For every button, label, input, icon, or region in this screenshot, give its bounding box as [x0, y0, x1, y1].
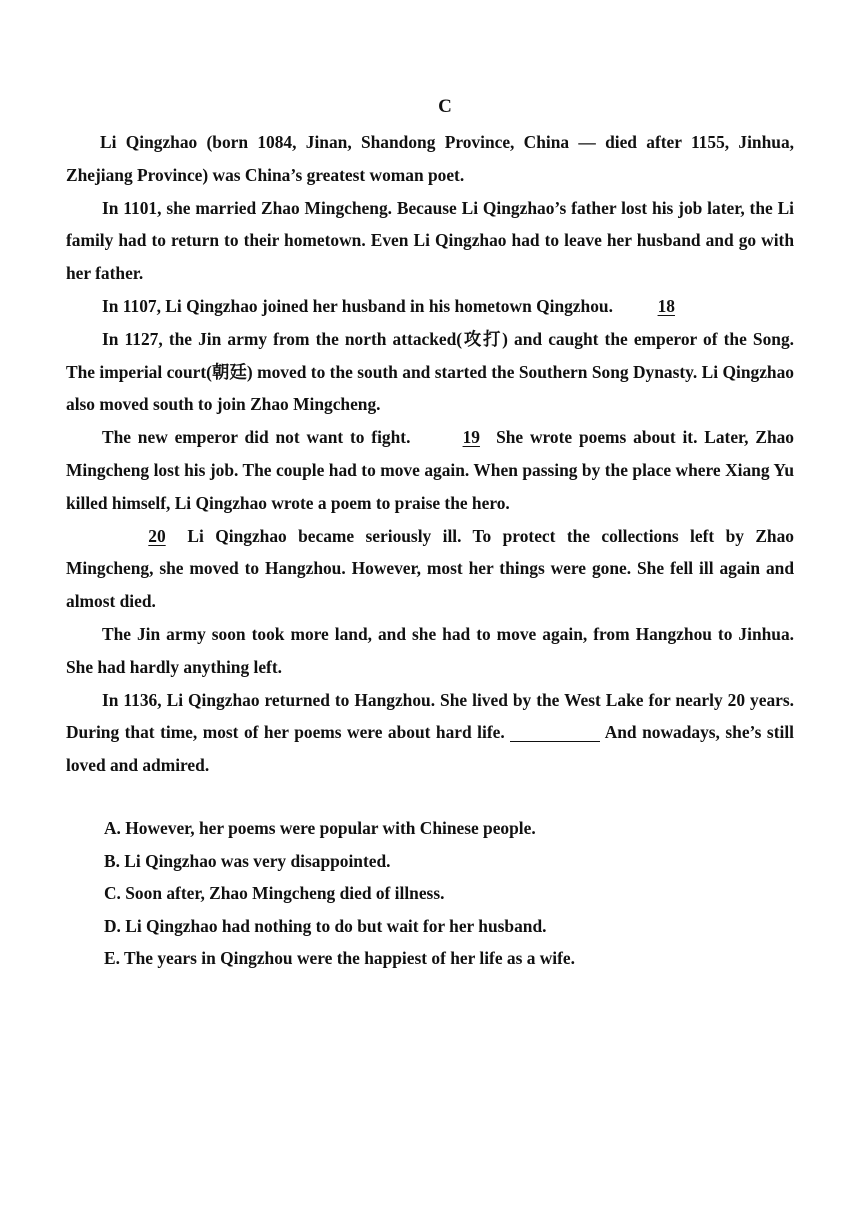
- paragraph-7: The Jin army soon took more land, and she had to move again, from Hangzhou to Jinhua. She had hardly anything left.: [66, 623, 794, 677]
- blank-20[interactable]: 20: [148, 525, 166, 546]
- paragraph-5: [66, 421, 794, 519]
- paragraph-6: [66, 520, 794, 618]
- option-d: D. Li Qingzhao had nothing to do but wait for her husband.: [104, 915, 547, 936]
- paragraph-3-text: In 1107, Li Qingzhao joined her husband in his hometown Qingzhou.: [102, 295, 613, 316]
- paragraph-3: [66, 290, 794, 323]
- paragraph-2: In 1101, she married Zhao Mingcheng. Because Li Qingzhao’s father lost his job later, the Li family had to return to their hometown. Even Li Qingzhao had to leave her husband and go with her father.: [66, 197, 794, 284]
- option-a: A. However, her poems were popular with Chinese people.: [104, 818, 536, 838]
- paragraph-5-text-b: She wrote poems about it. Later, Zhao Mingcheng lost his job. The couple had to move again. When passing by the place where Xiang Yu killed himself, Li Qingzhao wrote a poem to praise the hero.: [66, 427, 795, 513]
- paragraph-4: In 1127, the Jin army from the north attacked(攻打) and caught the emperor of the Song. The imperial court(朝廷) moved to the south and started the Southern Song Dynasty. Li Qingzhao also moved south to join Zhao Mingcheng.: [66, 328, 794, 415]
- reading-passage: [66, 126, 794, 782]
- blank-19[interactable]: 19: [462, 427, 480, 448]
- blank-18[interactable]: 18: [657, 295, 675, 316]
- option-c: C. Soon after, Zhao Mingcheng died of illness.: [104, 883, 445, 904]
- paragraph-8-text-a: In 1136, Li Qingzhao returned to Hangzhou. She lived by the West Lake for nearly 20 years. During that time, most of her poems were about hard life.: [66, 689, 794, 743]
- paragraph-1: Li Qingzhao (born 1084, Jinan, Shandong Province, China — died after 1155, Jinhua, Zhejiang Province) was China’s greatest woman poet.: [66, 132, 794, 185]
- paragraph-8: [66, 684, 794, 782]
- option-e: E. The years in Qingzhou were the happiest of her life as a wife.: [104, 948, 575, 969]
- section-title: C: [438, 96, 452, 117]
- answer-options: [104, 812, 804, 975]
- paragraph-6-text: Li Qingzhao became seriously ill. To protect the collections left by Zhao Mingcheng, she moved to Hangzhou. However, most her things were gone. She fell ill again and almost died.: [66, 525, 794, 612]
- blank-21[interactable]: [510, 723, 600, 742]
- paragraph-8-text-b: And nowadays, she’s still loved and admired.: [66, 722, 794, 776]
- paragraph-5-text-a: The new emperor did not want to fight.: [102, 427, 411, 448]
- option-b: B. Li Qingzhao was very disappointed.: [104, 850, 391, 871]
